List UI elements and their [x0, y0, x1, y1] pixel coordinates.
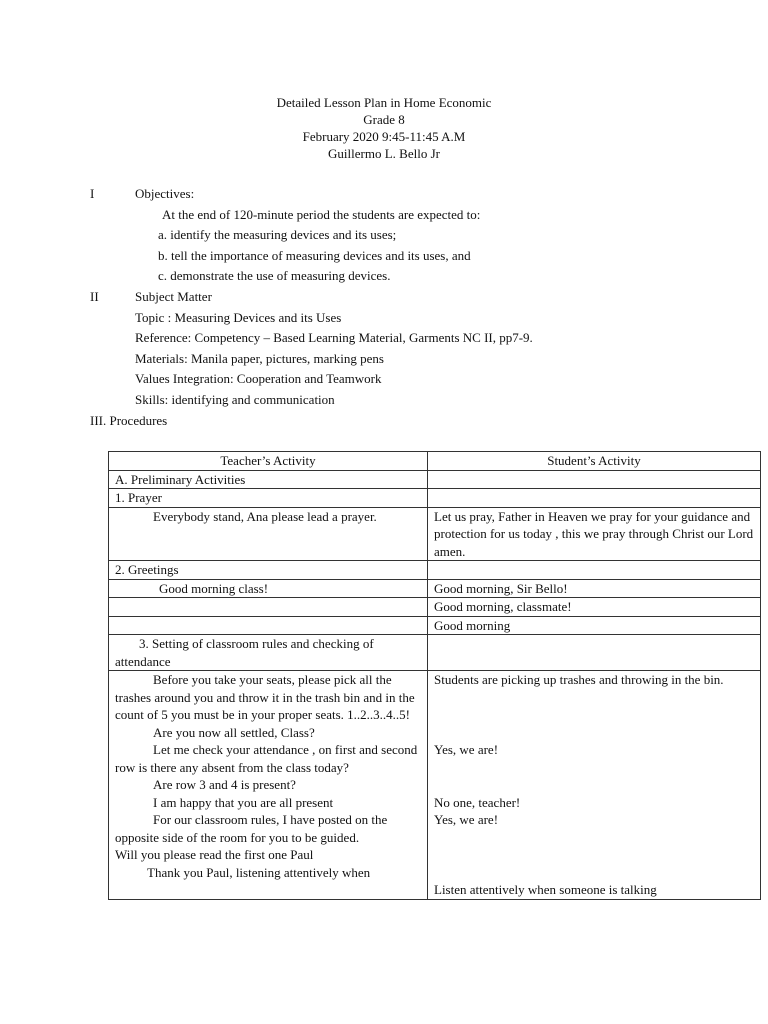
rules-heading: 3. Setting of classroom rules and checking of attendance — [109, 635, 428, 671]
procedures-heading: III. Procedures — [90, 412, 168, 428]
table-row — [109, 561, 761, 580]
reference-line: Reference: Competency – Based Learning Material, Garments NC II, pp7-9. — [135, 330, 533, 346]
teacher-line: I am happy that you are all present — [153, 794, 334, 810]
teacher-line: Before you take your seats, please pick all the trashes around you and throw it in the trash bin and in the count of 5 you must be in your proper seats. 1..2..3..4..5! — [115, 672, 415, 722]
topic-line: Topic : Measuring Devices and its Uses — [135, 309, 342, 325]
lesson-plan-title: Detailed Lesson Plan in Home Economic — [276, 95, 492, 110]
rules-student-cell — [428, 671, 761, 900]
materials-line: Materials: Manila paper, pictures, marking pens — [135, 350, 384, 366]
activity-table — [108, 451, 761, 900]
table-row — [109, 671, 761, 900]
student-column-header: Student’s Activity — [428, 452, 761, 471]
greet-student: Good morning, Sir Bello! — [428, 579, 761, 598]
objectives-heading-row — [90, 186, 710, 207]
teacher-name: Guillermo L. Bello Jr — [328, 146, 440, 161]
section-numeral: II — [90, 288, 99, 304]
table-row — [109, 470, 761, 489]
spacer — [434, 864, 754, 882]
lesson-outline — [90, 186, 710, 433]
objectives-intro: At the end of 120-minute period the students are expected to: — [162, 206, 481, 222]
student-line: Yes, we are! — [434, 742, 499, 757]
empty-cell — [428, 470, 761, 489]
empty-cell — [109, 616, 428, 635]
table-row — [109, 489, 761, 508]
greetings-heading: 2. Greetings — [109, 561, 428, 580]
teacher-line: Let me check your attendance , on first and second row is there any absent from the class today? — [115, 742, 418, 775]
objectives-heading: Objectives: — [135, 186, 195, 201]
table-row — [109, 507, 761, 561]
student-line: Yes, we are! — [434, 812, 499, 827]
empty-cell — [428, 489, 761, 508]
teacher-line: For our classroom rules, I have posted on the opposite side of the room for you to be guided. — [115, 812, 388, 845]
subject-matter-heading: Subject Matter — [135, 288, 212, 304]
spacer — [434, 689, 754, 707]
subject-matter-heading-row — [90, 289, 710, 310]
teacher-line: Are row 3 and 4 is present? — [153, 777, 296, 792]
table-row — [109, 598, 761, 617]
greet-teacher: Good morning class! — [109, 579, 428, 598]
teacher-line: Are you now all settled, Class? — [153, 724, 315, 740]
teacher-line: Thank you Paul, listening attentively when — [147, 864, 371, 880]
spacer — [434, 829, 754, 847]
rules-teacher-cell — [109, 671, 428, 900]
objective-item: c. demonstrate the use of measuring devices. — [158, 268, 391, 284]
greet-student: Good morning, classmate! — [428, 598, 761, 617]
spacer — [434, 724, 754, 742]
spacer — [434, 846, 754, 864]
table-row — [109, 635, 761, 671]
table-row — [109, 579, 761, 598]
teacher-line: Will you please read the first one Paul — [115, 847, 314, 862]
teacher-column-header: Teacher’s Activity — [109, 452, 428, 471]
empty-cell — [428, 635, 761, 671]
section-numeral: I — [90, 186, 95, 201]
spacer — [434, 776, 754, 794]
table-header-row — [109, 452, 761, 471]
student-line: Students are picking up trashes and throwing in the bin. — [434, 672, 724, 687]
empty-cell — [109, 598, 428, 617]
objective-item: b. tell the importance of measuring devices and its uses, and — [158, 247, 471, 263]
prayer-student: Let us pray, Father in Heaven we pray for your guidance and protection for us today , this we pray through Christ our Lord amen. — [428, 507, 761, 561]
prayer-heading: 1. Prayer — [109, 489, 428, 508]
grade-level: Grade 8 — [363, 112, 405, 127]
table-row — [109, 616, 761, 635]
student-line: Listen attentively when someone is talking — [434, 882, 657, 897]
skills-line: Skills: identifying and communication — [135, 391, 335, 407]
spacer — [434, 759, 754, 777]
spacer — [434, 706, 754, 724]
objective-item: a. identify the measuring devices and its uses; — [158, 227, 397, 243]
greet-student: Good morning — [428, 616, 761, 635]
prelim-heading: A. Preliminary Activities — [109, 470, 428, 489]
student-line: No one, teacher! — [434, 794, 521, 810]
empty-cell — [428, 561, 761, 580]
document-header — [0, 94, 768, 162]
prayer-teacher: Everybody stand, Ana please lead a prayer. — [109, 507, 428, 561]
values-line: Values Integration: Cooperation and Teamwork — [135, 371, 382, 387]
schedule: February 2020 9:45-11:45 A.M — [302, 129, 466, 144]
